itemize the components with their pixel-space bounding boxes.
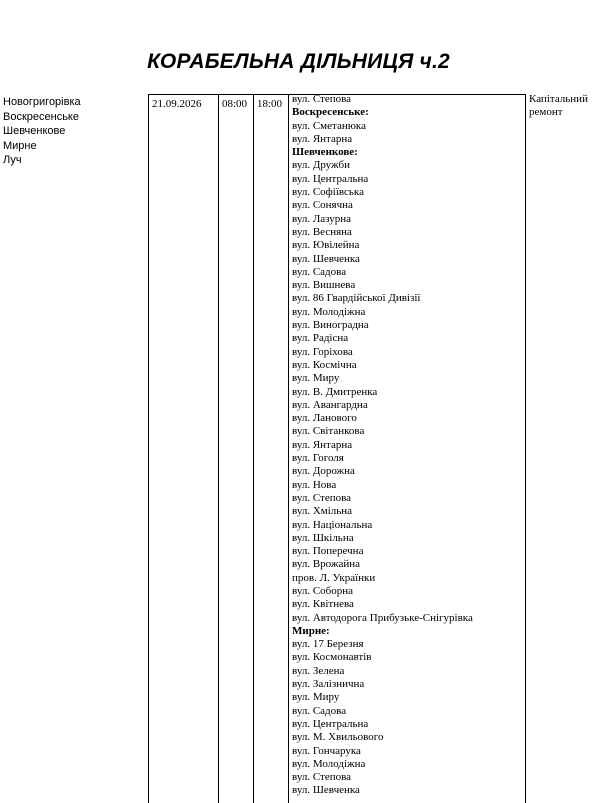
settlement-item: Воскресенське [3, 110, 79, 123]
street-item: вул. Шкільна [292, 531, 354, 544]
street-item: вул. Дружби [292, 159, 350, 172]
street-item: вул. Світанкова [292, 425, 365, 438]
street-item: вул. Гончарука [292, 744, 361, 757]
street-item: вул. Дорожна [292, 465, 355, 478]
time-to-cell: 18:00 [257, 98, 283, 110]
settlement-item: Мирне [3, 139, 37, 152]
street-item: вул. Центральна [292, 172, 369, 185]
street-item: вул. Шевченка [292, 784, 360, 797]
street-item: вул. М. Хвильового [292, 731, 384, 744]
street-item: вул. Зелена [292, 664, 345, 677]
remark-line: Капітальний [529, 93, 588, 105]
settlements-list [3, 95, 81, 168]
street-item: вул. Весняна [292, 225, 352, 238]
remark-line: ремонт [529, 106, 563, 119]
streets-list [292, 93, 525, 798]
street-item: пров. Л. Українки [292, 571, 376, 584]
street-item: вул. Садова [292, 704, 347, 717]
table-border-col-remark [525, 94, 526, 803]
settlement-item: Новогригорівка [3, 96, 81, 108]
street-item: вул. Гоголя [292, 452, 344, 465]
street-item: вул. Миру [292, 372, 340, 385]
street-item: вул. Молодіжна [292, 305, 366, 318]
street-item: вул. Молодіжна [292, 757, 366, 770]
street-item: вул. 17 Березня [292, 638, 364, 651]
settlement-item: Луч [3, 154, 22, 166]
street-item: вул. Хмільна [292, 505, 353, 518]
street-item: вул. Автодорога Прибузьке-Снігурівка [292, 611, 473, 624]
settlement-heading: Шевченкове: [292, 146, 358, 159]
street-item: вул. Виноградна [292, 319, 369, 332]
street-item: вул. Горіхова [292, 345, 353, 358]
street-item: вул. Шевченка [292, 252, 360, 265]
settlement-item: Шевченкове [3, 125, 66, 137]
street-item: вул. Миру [292, 691, 340, 704]
street-item: вул. Поперечна [292, 545, 364, 558]
street-item: вул. Сметанюка [292, 119, 366, 132]
settlement-heading: Мирне: [292, 624, 330, 637]
street-item: вул. Ланового [292, 412, 357, 425]
street-item: вул. Космічна [292, 358, 357, 371]
street-item: вул. Радісна [292, 332, 349, 345]
street-item: вул. Сонячна [292, 199, 353, 212]
street-item: вул. 86 Гвардійської Дивізії [292, 292, 421, 305]
table-border-col-date [148, 94, 149, 803]
street-item: вул. Національна [292, 518, 373, 531]
street-item: вул. Софіївська [292, 186, 364, 199]
date-cell: 21.09.2026 [152, 98, 202, 110]
street-item: вул. Соборна [292, 584, 354, 597]
street-item: вул. Вишнева [292, 279, 356, 292]
street-item: вул. Залізнична [292, 678, 365, 691]
street-item: вул. Авангардна [292, 398, 368, 411]
table-border-col-end [253, 94, 254, 803]
page-title: КОРАБЕЛЬНА ДІЛЬНИЦЯ ч.2 [147, 50, 450, 73]
street-item: вул. Степова [292, 93, 352, 105]
settlement-heading: Воскресенське: [292, 106, 369, 119]
street-item: вул. В. Дмитренка [292, 385, 378, 398]
table-border-col-streets [288, 94, 289, 803]
street-item: вул. Садова [292, 265, 347, 278]
street-item: вул. Янтарна [292, 132, 353, 145]
street-item: вул. Янтарна [292, 438, 353, 451]
remark-cell [529, 93, 595, 120]
street-item: вул. Степова [292, 771, 352, 784]
street-item: вул. Степова [292, 491, 352, 504]
street-item: вул. Лазурна [292, 212, 352, 225]
street-item: вул. Квітнева [292, 598, 354, 611]
table-border-col-start [218, 94, 219, 803]
street-item: вул. Центральна [292, 717, 369, 730]
street-item: вул. Ювілейна [292, 239, 360, 252]
street-item: вул. Космонавтів [292, 651, 372, 664]
time-from-cell: 08:00 [222, 98, 248, 110]
street-item: вул. Врожайна [292, 558, 361, 571]
street-item: вул. Нова [292, 478, 337, 491]
